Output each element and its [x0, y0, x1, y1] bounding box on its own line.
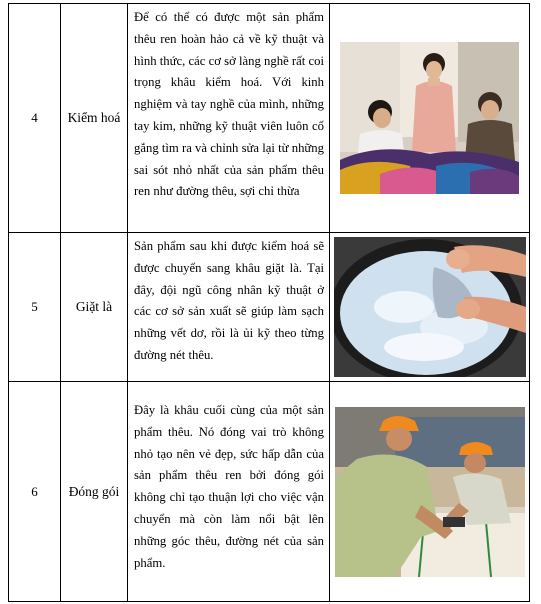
- photo-women-inspecting-embroidery: [340, 42, 519, 194]
- step-number: 5: [9, 233, 61, 382]
- table-row: [9, 233, 530, 382]
- step-number: 4: [9, 4, 61, 233]
- photo-hands-washing-fabric: [334, 237, 526, 377]
- table-row: [9, 382, 530, 602]
- step-name: Giặt là: [61, 233, 128, 382]
- step-description: Để có thể có được một sản phẩm thêu ren hoàn hảo cả về kỹ thuật và hình thức, các cơ sở làng nghề rất coi trọng khâu kiểm hoá. Với kinh nghiệm và tay nghề của mình, những tay kim, những kỹ thuật viên luôn cố gắng tìm ra và chỉnh sửa lại từ những sai sót nhỏ nhất của sản phẩm thêu ren như đường thêu, sợi chỉ thừa: [128, 4, 330, 233]
- step-number: 6: [9, 382, 61, 602]
- step-photo-cell: [330, 4, 530, 233]
- photo-workers-packing-boxes: [335, 407, 525, 577]
- table-row: [9, 4, 530, 233]
- step-photo-cell: [330, 233, 530, 382]
- step-name: Đóng gói: [61, 382, 128, 602]
- process-table: [8, 3, 530, 602]
- step-name: Kiểm hoá: [61, 4, 128, 233]
- step-description: Sản phẩm sau khi được kiểm hoá sẽ được chuyển sang khâu giặt là. Tại đây, đội ngũ công nhân kỹ thuật ở các cơ sở sản xuất sẽ giúp làm sạch những vết dơ, rồi là ủi kỹ theo từng đường nét thêu.: [128, 233, 330, 382]
- step-photo-cell: [330, 382, 530, 602]
- step-description: Đây là khâu cuối cùng của một sản phẩm thêu. Nó đóng vai trò không nhỏ tạo nên vẻ đẹp, sức hấp dẫn của sản phẩm thêu ren bởi đóng gói không chỉ tạo thuận lợi cho việc vận chuyển mà còn làm nổi bật lên những góc thêu, đường nét của sản phẩm.: [128, 382, 330, 602]
